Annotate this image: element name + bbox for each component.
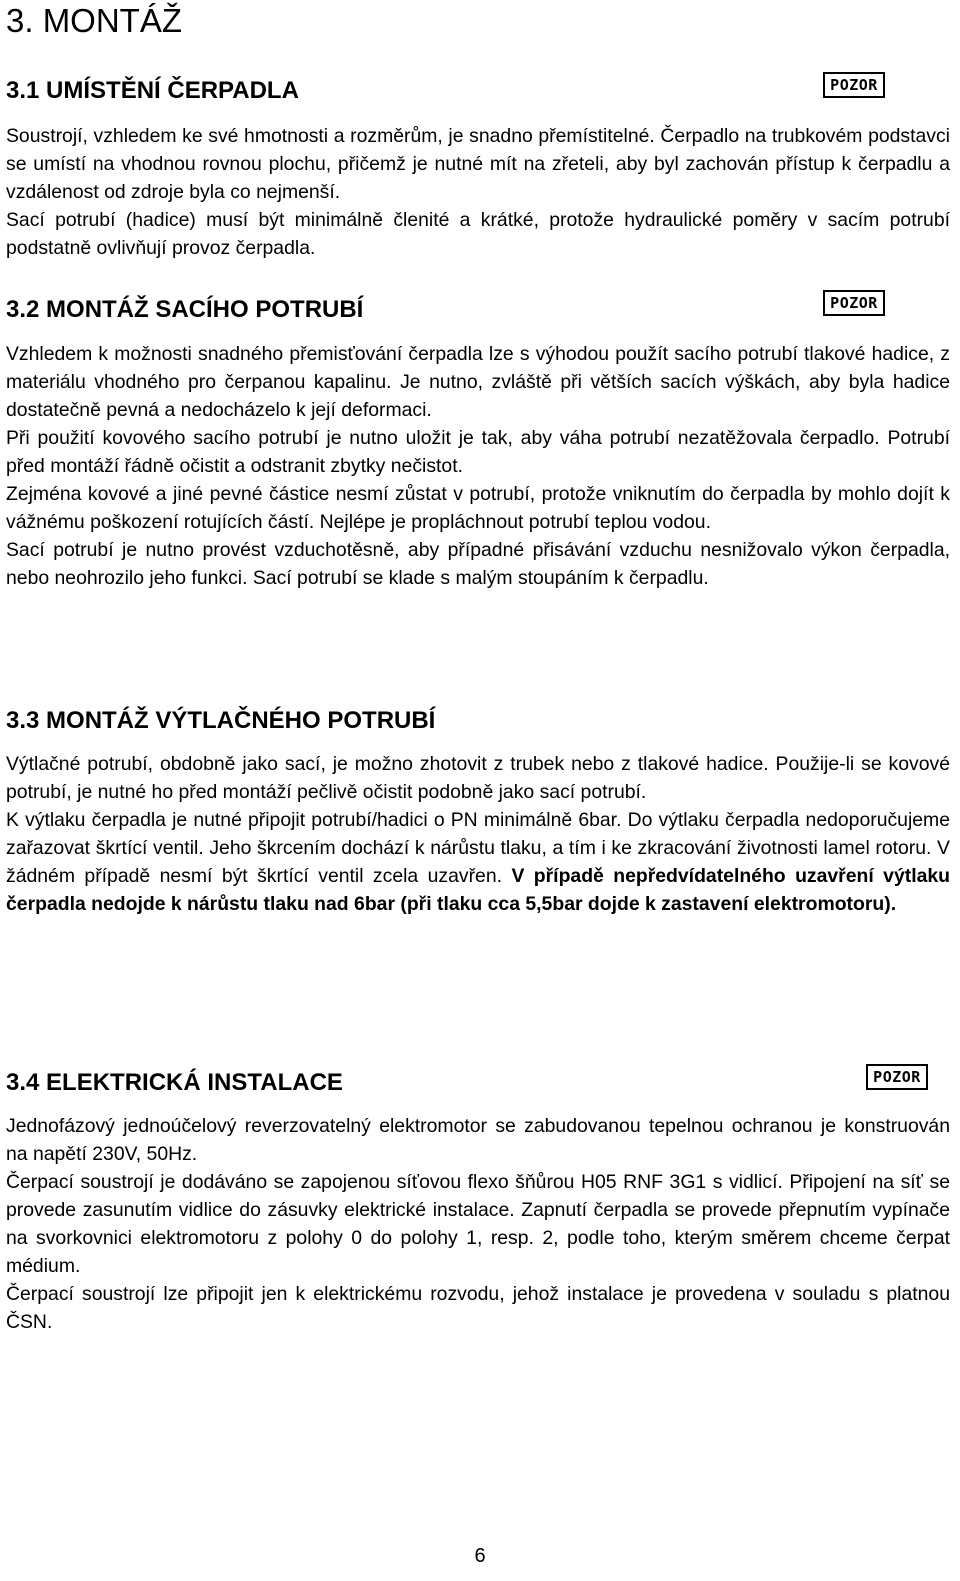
paragraph: Výtlačné potrubí, obdobně jako sací, je možno zhotovit z trubek nebo z tlakové hadice. Použije-li se kovové potrubí, je nutné ho před montáží pečlivě očistit podobně jako sací potrubí. [6, 753, 950, 803]
section-title-3-1: 3.1 UMÍSTĚNÍ ČERPADLA [6, 77, 299, 104]
section-3-4-body [6, 1112, 950, 1336]
paragraph: Při použití kovového sacího potrubí je nutno uložit je tak, aby váha potrubí nezatěžovala čerpadlo. Potrubí před montáží řádně očistit a odstranit zbytky nečistot. [6, 427, 950, 477]
section-title-3-4: 3.4 ELEKTRICKÁ INSTALACE [6, 1069, 343, 1096]
paragraph: Soustrojí, vzhledem ke své hmotnosti a rozměrům, je snadno přemístitelné. Čerpadlo na trubkovém podstavci se umístí na vhodnou rovnou plochu, přičemž je nutné mít na zřeteli, aby byl zachován přístup k čerpadlu a vzdálenost od zdroje byla co nejmenší. [6, 125, 950, 203]
chapter-title: 3. MONTÁŽ [6, 2, 183, 39]
paragraph-text: K výtlaku čerpadla je nutné připojit potrubí/hadici o PN minimálně 6bar. Do výtlaku čerpadla nedoporučujeme zařazovat škrtící ventil. Jeho škrcením dochází k nárůstu tlaku, a tím i ke zkracování životnosti lamel rotoru. V žádném případě nesmí být škrtící ventil zcela uzavřen. [6, 809, 950, 887]
pozor-warning-badge: POZOR [866, 1064, 928, 1090]
section-title-3-2: 3.2 MONTÁŽ SACÍHO POTRUBÍ [6, 296, 364, 323]
section-3-2-body [6, 340, 950, 592]
paragraph: Vzhledem k možnosti snadného přemisťování čerpadla lze s výhodou použít sacího potrubí tlakové hadice, z materiálu vhodného pro čerpanou kapalinu. Je nutno, zvláště při větších sacích výškách, aby byla hadice dostatečně pevná a nedocházelo k její deformaci. [6, 343, 950, 421]
section-3-3-body [6, 750, 950, 918]
paragraph-bold-text: V případě nepředvídatelného uzavření výtlaku čerpadla nedojde k nárůstu tlaku nad 6bar (při tlaku cca 5,5bar dojde k zastavení elektromotoru). [6, 865, 950, 915]
paragraph: Čerpací soustrojí lze připojit jen k elektrickému rozvodu, jehož instalace je provedena v souladu s platnou ČSN. [6, 1283, 950, 1333]
pozor-warning-badge: POZOR [823, 290, 885, 316]
paragraph: Jednofázový jednoúčelový reverzovatelný elektromotor se zabudovanou tepelnou ochranou je konstruován na napětí 230V, 50Hz. [6, 1115, 950, 1165]
section-title-3-3: 3.3 MONTÁŽ VÝTLAČNÉHO POTRUBÍ [6, 707, 436, 734]
section-3-1-body [6, 122, 950, 262]
paragraph: Sací potrubí (hadice) musí být minimálně členité a krátké, protože hydraulické poměry v sacím potrubí podstatně ovlivňují provoz čerpadla. [6, 209, 950, 259]
page-number: 6 [474, 1545, 486, 1567]
paragraph: Čerpací soustrojí je dodáváno se zapojenou síťovou flexo šňůrou H05 RNF 3G1 s vidlicí. Připojení na síť se provede zasunutím vidlice do zásuvky elektrické instalace. Zapnutí čerpadla se provede přepnutím vypínače na svorkovnici elektromotoru z polohy 0 do polohy 1, resp. 2, podle toho, kterým směrem chceme čerpat médium. [6, 1171, 950, 1277]
paragraph [6, 806, 950, 918]
paragraph: Sací potrubí je nutno provést vzduchotěsně, aby případné přisávání vzduchu nesnižovalo výkon čerpadla, nebo neohrozilo jeho funkci. Sací potrubí se klade s malým stoupáním k čerpadlu. [6, 539, 950, 589]
pozor-warning-badge: POZOR [823, 72, 885, 98]
paragraph: Zejména kovové a jiné pevné částice nesmí zůstat v potrubí, protože vniknutím do čerpadla by mohlo dojít k vážnému poškození rotujících částí. Nejlépe je propláchnout potrubí teplou vodou. [6, 483, 950, 533]
